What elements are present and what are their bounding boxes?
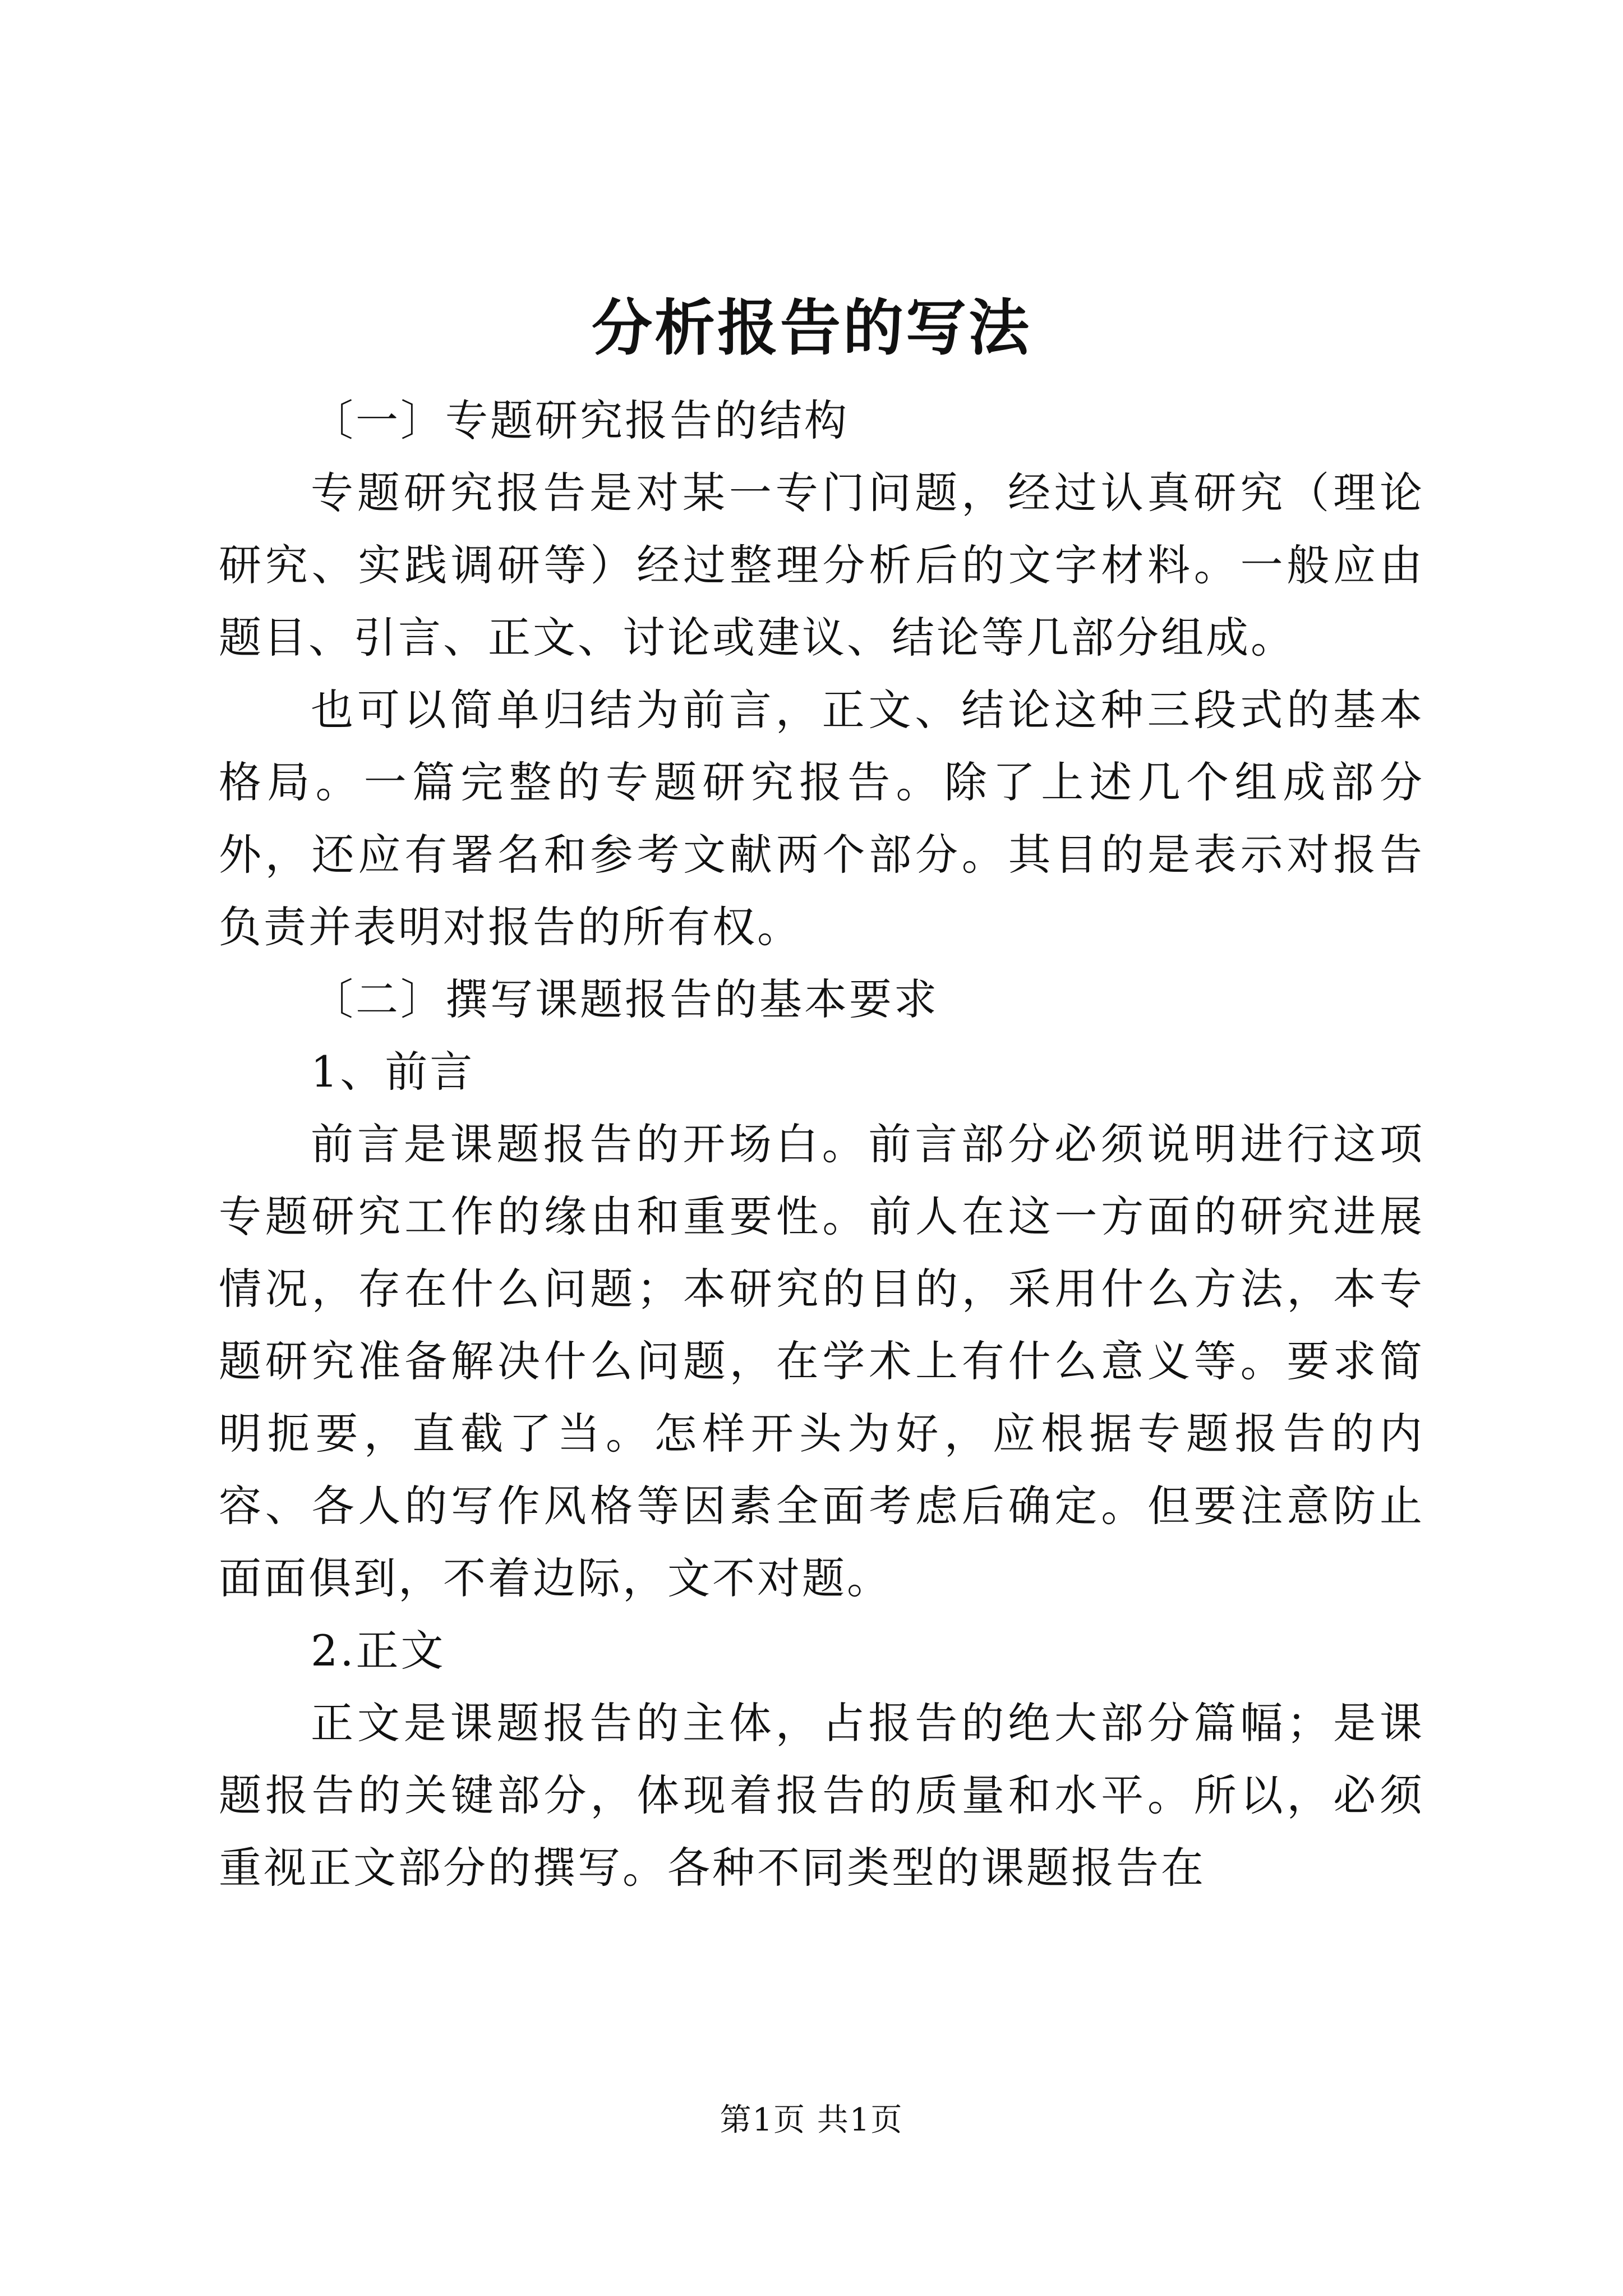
section-heading-2: 〔二〕撰写课题报告的基本要求: [311, 974, 939, 1024]
document-body: [219, 384, 1424, 1904]
subsection-heading-main-text: 2.正文: [311, 1626, 446, 1676]
paragraph: 也可以简单归结为前言，正文、结论这种三段式的基本格局。一篇完整的专题研究报告。除了上述几个组成部分外，还应有署名和参考文献两个部分。其目的是表示对报告负责并表明对报告的所有权。: [219, 685, 1424, 952]
document-title: 分析报告的写法: [591, 293, 1031, 364]
subsection-heading-preface: 1、前言: [311, 1047, 475, 1097]
paragraph: 专题研究报告是对某一专门问题，经过认真研究（理论研究、实践调研等）经过整理分析后的文字材料。一般应由题目、引言、正文、讨论或建议、结论等几部分组成。: [219, 468, 1424, 662]
page-footer: 第1页 共1页: [720, 2102, 903, 2138]
paragraph: 前言是课题报告的开场白。前言部分必须说明进行这项专题研究工作的缘由和重要性。前人在这一方面的研究进展情况，存在什么问题；本研究的目的，采用什么方法，本专题研究准备解决什么问题，在学术上有什么意义等。要求简明扼要，直截了当。怎样开头为好，应根据专题报告的内容、各人的写作风格等因素全面考虑后确定。但要注意防止面面俱到，不着边际，文不对题。: [219, 1119, 1424, 1603]
paragraph: 正文是课题报告的主体，占报告的绝大部分篇幅；是课题报告的关键部分，体现着报告的质量和水平。所以，必须重视正文部分的撰写。各种不同类型的课题报告在: [219, 1698, 1424, 1893]
section-heading-1: 〔一〕专题研究报告的结构: [311, 395, 849, 445]
